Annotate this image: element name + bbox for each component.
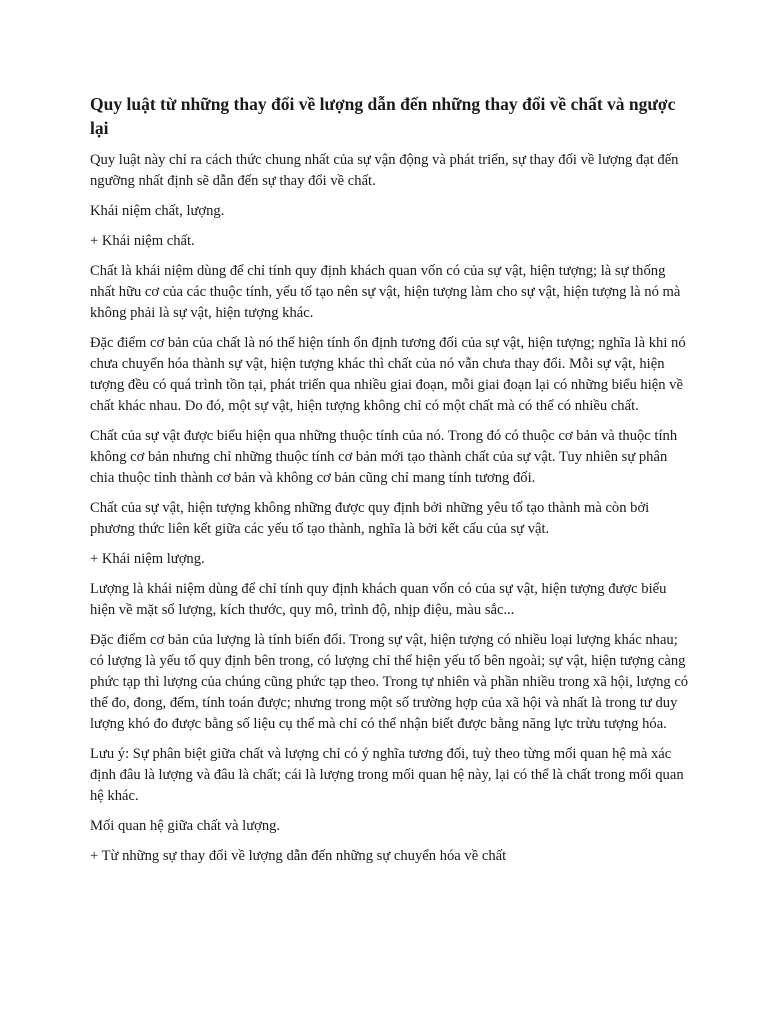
- paragraph-heading-quality: + Khái niệm chất.: [90, 233, 195, 249]
- paragraph-note: Lưu ý: Sự phân biệt giữa chất và lượng chỉ có ý nghĩa tương đối, tuỳ theo từng mối quan hệ mà xác định đâu là lượng và đâu là chất; cái là lượng trong mối quan hệ này, lại có thể là chất trong mối quan hệ khác.: [90, 746, 684, 804]
- paragraph-quality-features: Đặc điểm cơ bản của chất là nó thể hiện tính ổn định tương đối của sự vật, hiện tượng; nghĩa là khi nó chưa chuyển hóa thành sự vật, hiện tượng khác thì chất của nó vẫn chưa thay đổi. Mỗi sự vật, hiện tượng đều có quá trình tồn tại, phát triển qua nhiều giai đoạn, mỗi giai đoạn lại có những biểu hiện về chất khác nhau. Do đó, một sự vật, hiện tượng không chỉ có một chất mà có thể có nhiều chất.: [90, 335, 686, 414]
- paragraph-quality-definition: Chất là khái niệm dùng để chỉ tính quy định khách quan vốn có của sự vật, hiện tượng; là sự thống nhất hữu cơ của các thuộc tính, yếu tố tạo nên sự vật, hiện tượng làm cho sự vật, hiện tượng là nó mà không phải là sự vật, hiện tượng khác.: [90, 263, 681, 321]
- paragraph-quality-structure: Chất của sự vật, hiện tượng không những được quy định bởi những yêu tố tạo thành mà còn bởi phương thức liên kết giữa các yếu tố tạo thành, nghĩa là bởi kết cấu của sự vật.: [90, 500, 650, 537]
- document-title: Quy luật từ những thay đổi về lượng dẫn đến những thay đổi về chất và ngược lại: [90, 94, 676, 138]
- paragraph-quality-attributes: Chất của sự vật được biểu hiện qua những thuộc tính của nó. Trong đó có thuộc cơ bản và thuộc tính không cơ bản nhưng chỉ những thuộc tính cơ bản mới tạo thành chất của sự vật. Tuy nhiên sự phân chia thuộc tỉnh thành cơ bản và không cơ bản cũng chỉ mang tính tương đối.: [90, 428, 678, 486]
- document-page: [90, 92, 690, 876]
- paragraph-heading-relation: Mối quan hệ giữa chất và lượng.: [90, 818, 281, 834]
- paragraph-intro: Quy luật này chỉ ra cách thức chung nhất của sự vận động và phát triển, sự thay đổi về lượng đạt đến ngưỡng nhất định sẽ dẫn đến sự thay đổi về chất.: [90, 152, 679, 189]
- paragraph-heading-concepts: Khái niệm chất, lượng.: [90, 203, 225, 219]
- paragraph-quantity-features: Đặc điểm cơ bản của lượng là tính biến đổi. Trong sự vật, hiện tượng có nhiều loại lượng khác nhau; có lượng là yếu tố quy định bên trong, có lượng chỉ thể hiện yếu tố bên ngoài; sự vật, hiện tượng càng phức tạp thì lượng của chúng cũng phức tạp theo. Trong tự nhiên và phần nhiều trong xã hội, lượng có thể đo, đong, đếm, tính toán được; nhưng trong một số trường hợp của xã hội và nhất là trong tư duy lượng khó đo được bằng số liệu cụ thể mà chỉ có thể nhận biết được bằng năng lực trừu tượng hóa.: [90, 632, 689, 732]
- paragraph-quantity-definition: Lượng là khái niệm dùng để chỉ tính quy định khách quan vốn có của sự vật, hiện tượng được biểu hiện về mặt số lượng, kích thước, quy mô, trình độ, nhịp điệu, màu sắc...: [90, 581, 667, 618]
- paragraph-heading-transformation: + Từ những sự thay đổi về lượng dẫn đến những sự chuyển hóa về chất: [90, 848, 507, 864]
- paragraph-heading-quantity: + Khái niệm lượng.: [90, 551, 205, 567]
